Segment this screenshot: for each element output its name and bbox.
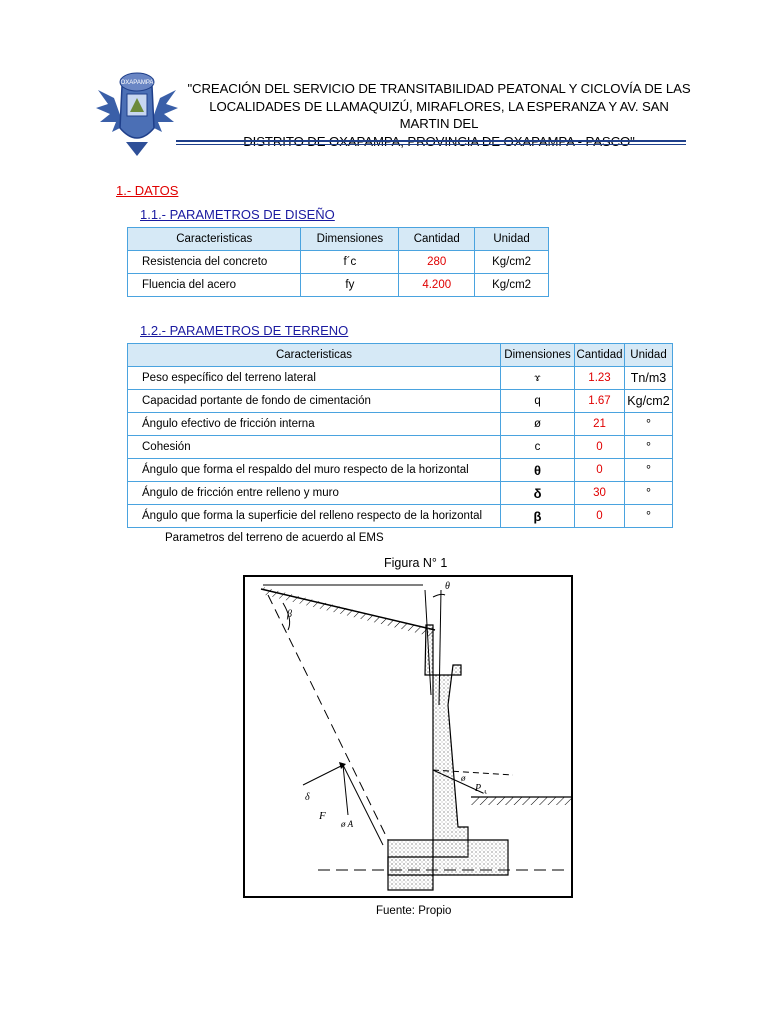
table-row — [128, 367, 673, 390]
ground-hatch — [471, 797, 573, 805]
header-divider-thin — [176, 144, 686, 145]
cell-unit: Kg/cm2 — [475, 274, 549, 297]
cell-unit: ° — [624, 505, 672, 528]
cell-unit: Kg/cm2 — [624, 390, 672, 413]
cell-feature: Ángulo efectivo de fricción interna — [128, 413, 501, 436]
cell-quantity: 0 — [575, 505, 625, 528]
cell-dimension: δ — [501, 482, 575, 505]
table-header-row — [128, 344, 673, 367]
cell-feature: Ángulo que forma el respaldo del muro respecto de la horizontal — [128, 459, 501, 482]
header-features: Caracteristicas — [128, 344, 501, 367]
cell-dimension: f´c — [301, 251, 399, 274]
cell-feature: Ángulo de fricción entre relleno y muro — [128, 482, 501, 505]
title-line-2: LOCALIDADES DE LLAMAQUIZÚ, MIRAFLORES, LA ESPERANZA Y AV. SAN MARTIN DEL — [209, 98, 669, 131]
cell-dimension: θ — [501, 459, 575, 482]
section-title-datos: 1.- DATOS — [116, 183, 179, 198]
cell-quantity: 1.67 — [575, 390, 625, 413]
cell-dimension: ø — [501, 413, 575, 436]
header-dimensions: Dimensiones — [301, 228, 399, 251]
cell-quantity: 0 — [575, 459, 625, 482]
cell-feature: Fluencia del acero — [128, 274, 301, 297]
table-row — [128, 505, 673, 528]
cell-quantity: 1.23 — [575, 367, 625, 390]
subsection-title-design: 1.1.- PARAMETROS DE DISEÑO — [140, 207, 335, 222]
cell-dimension: fy — [301, 274, 399, 297]
cell-unit: ° — [624, 436, 672, 459]
cell-unit: ° — [624, 482, 672, 505]
header-divider — [176, 140, 686, 142]
cell-feature: Cohesión — [128, 436, 501, 459]
cell-unit: ° — [624, 413, 672, 436]
table-row — [128, 482, 673, 505]
terrain-params-table — [127, 343, 673, 528]
subsection-title-terrain: 1.2.- PARAMETROS DE TERRENO — [140, 323, 349, 338]
table-row — [128, 459, 673, 482]
cell-dimension: ɤ — [501, 367, 575, 390]
figure-source: Fuente: Propio — [376, 905, 452, 917]
design-params-table — [127, 227, 549, 297]
phi-symbol: ø — [461, 773, 466, 783]
header-dimensions: Dimensiones — [501, 344, 575, 367]
header-features: Caracteristicas — [128, 228, 301, 251]
cell-feature: Ángulo que forma la superficie del relleno respecto de la horizontal — [128, 505, 501, 528]
cell-quantity: 280 — [399, 251, 475, 274]
table-row — [128, 274, 549, 297]
table-row — [128, 390, 673, 413]
logo-text: OXAPAMPA — [120, 80, 154, 86]
retaining-wall-diagram — [243, 575, 573, 898]
table-row — [128, 413, 673, 436]
cell-quantity: 21 — [575, 413, 625, 436]
cell-dimension: q — [501, 390, 575, 413]
table-row — [128, 251, 549, 274]
phiA-label: ø A — [341, 819, 354, 829]
pa-symbol: P — [475, 783, 482, 794]
title-line-1: "CREACIÓN DEL SERVICIO DE TRANSITABILIDAD PEATONAL Y CICLOVÍA DE LAS — [187, 81, 691, 96]
cell-quantity: 30 — [575, 482, 625, 505]
force-F-label: F — [319, 810, 326, 822]
cell-unit: Kg/cm2 — [475, 251, 549, 274]
header-unit: Unidad — [475, 228, 549, 251]
header-unit: Unidad — [624, 344, 672, 367]
delta-symbol: δ — [305, 792, 310, 803]
title-line-3: DISTRITO DE OXAPAMPA, PROVINCIA DE OXAPAMPA - PASCO" — [243, 133, 635, 149]
cell-feature: Capacidad portante de fondo de cimentación — [128, 390, 501, 413]
header-quantity: Cantidad — [575, 344, 625, 367]
cell-unit: Tn/m3 — [624, 367, 672, 390]
cell-quantity: 4.200 — [399, 274, 475, 297]
cell-quantity: 0 — [575, 436, 625, 459]
terrain-note: Parametros del terreno de acuerdo al EMS — [165, 532, 384, 544]
figure-label: Figura N° 1 — [384, 556, 448, 570]
beta-symbol: β — [287, 609, 292, 620]
cell-feature: Resistencia del concreto — [128, 251, 301, 274]
cell-unit: ° — [624, 459, 672, 482]
cell-feature: Peso específico del terreno lateral — [128, 367, 501, 390]
table-header-row — [128, 228, 549, 251]
pa-subscript: A — [483, 790, 487, 796]
table-row — [128, 436, 673, 459]
cell-dimension: c — [501, 436, 575, 459]
header-quantity: Cantidad — [399, 228, 475, 251]
municipal-crest-logo — [96, 68, 178, 160]
cell-dimension: β — [501, 505, 575, 528]
theta-symbol: θ — [445, 581, 450, 592]
